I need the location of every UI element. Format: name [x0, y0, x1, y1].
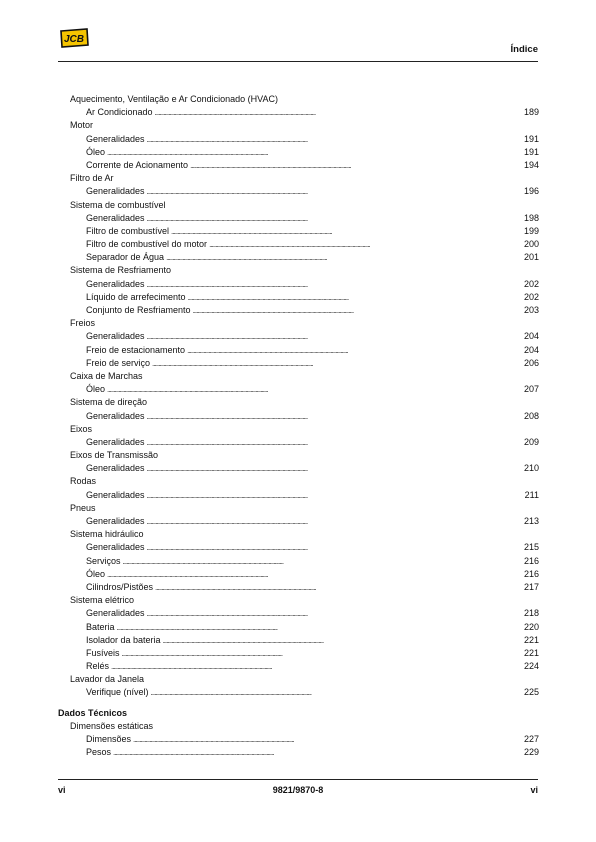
dot-leader	[147, 212, 520, 225]
footer-doc-number: 9821/9870-8	[272, 785, 324, 795]
toc-entry-label: Generalidades	[86, 331, 145, 342]
dot-leader	[147, 330, 520, 343]
toc-entry-label: Generalidades	[86, 410, 145, 421]
toc-page-number: 224	[523, 661, 539, 672]
toc-page-number: 216	[523, 568, 539, 579]
toc-entry[interactable]	[58, 304, 539, 317]
dot-leader	[107, 146, 520, 159]
toc-entry[interactable]	[58, 581, 539, 594]
toc-page-number: 204	[523, 344, 539, 355]
toc-page-number: 194	[523, 159, 539, 170]
toc-page-number: 198	[523, 212, 539, 223]
header-divider	[58, 61, 538, 62]
toc-page-number: 209	[523, 436, 539, 447]
toc-entry[interactable]	[58, 159, 539, 172]
svg-text:JCB: JCB	[63, 34, 85, 45]
toc-section: Eixos de Transmissão	[70, 450, 159, 461]
toc-entry-label: Serviços	[86, 555, 121, 566]
toc-chapter: Dados Técnicos	[58, 707, 128, 718]
dot-leader	[171, 225, 520, 238]
toc-entry-label: Generalidades	[86, 542, 145, 553]
footer-divider	[58, 779, 538, 780]
dot-leader	[107, 568, 520, 581]
dot-leader	[155, 581, 520, 594]
toc-entry[interactable]	[58, 746, 539, 759]
toc-page-number: 191	[523, 133, 539, 144]
toc-section: Filtro de Ar	[70, 173, 114, 184]
toc-entry-label: Conjunto de Resfriamento	[86, 305, 191, 315]
dot-leader	[166, 251, 520, 264]
dot-leader	[190, 159, 520, 172]
toc-page-number: 211	[524, 489, 539, 500]
toc-section: Sistema de Resfriamento	[70, 265, 172, 276]
toc-section: Caixa de Marchas	[70, 370, 143, 381]
toc-section: Dimensões estáticas	[70, 720, 154, 731]
toc-entry[interactable]	[58, 621, 539, 634]
toc-section: Sistema de direção	[70, 397, 148, 408]
toc-entry[interactable]	[58, 462, 539, 475]
toc-entry[interactable]	[58, 106, 539, 119]
toc-entry[interactable]	[58, 634, 539, 647]
toc-section: Sistema hidráulico	[70, 529, 144, 540]
toc-entry[interactable]	[58, 357, 539, 370]
toc-entry[interactable]	[58, 660, 539, 673]
footer-page-right: vi	[530, 785, 538, 795]
toc-entry-label: Generalidades	[86, 278, 145, 289]
toc-page-number: 218	[523, 608, 539, 619]
dot-leader	[107, 383, 520, 396]
toc-page-number: 225	[523, 687, 539, 698]
toc-entry[interactable]	[58, 489, 539, 502]
toc-page-number: 189	[523, 107, 539, 118]
toc-entry[interactable]	[58, 185, 539, 198]
toc-page-number: 202	[523, 278, 539, 289]
dot-leader	[152, 357, 520, 370]
toc-entry-label: Generalidades	[86, 133, 145, 144]
dot-leader	[147, 541, 520, 554]
toc-page-number: 200	[523, 239, 539, 250]
toc-entry-label: Fusíveis	[86, 647, 120, 658]
dot-leader	[111, 660, 520, 673]
toc-entry-label: Óleo	[86, 384, 106, 395]
toc-section: Rodas	[70, 476, 97, 487]
toc-entry[interactable]	[58, 291, 539, 304]
toc-entry[interactable]	[58, 555, 539, 568]
toc-section: Eixos	[70, 423, 93, 434]
toc-page-number: 201	[523, 252, 539, 263]
dot-leader	[147, 133, 520, 146]
toc-entry[interactable]	[58, 607, 539, 620]
page-header-title: Índice	[510, 44, 538, 55]
toc-entry-label: Relés	[86, 661, 110, 672]
toc-page-number: 207	[523, 384, 539, 395]
toc-page-number: 217	[523, 581, 539, 592]
dot-leader	[123, 555, 520, 568]
toc-page-number: 213	[523, 516, 539, 526]
toc-entry[interactable]	[58, 133, 539, 146]
toc-page-number: 196	[523, 186, 539, 197]
toc-entry-label: Bateria	[86, 621, 115, 632]
toc-entry-label: Óleo	[86, 146, 106, 157]
toc-entry[interactable]	[58, 146, 539, 159]
toc-page-number: 202	[523, 291, 539, 302]
toc-entry-label: Freio de estacionamento	[86, 344, 186, 355]
toc-entry[interactable]	[58, 278, 539, 291]
toc-entry-label: Generalidades	[86, 489, 145, 500]
toc-page-number: 204	[523, 331, 539, 342]
toc-entry-label: Verifique (nível)	[86, 687, 149, 698]
toc-section: Sistema elétrico	[70, 595, 135, 606]
dot-leader	[187, 344, 520, 357]
toc-section: Pneus	[70, 502, 96, 513]
dot-leader	[193, 304, 520, 317]
toc-entry[interactable]	[58, 686, 539, 699]
toc-page-number: 208	[523, 410, 539, 421]
toc-section: Lavador da Janela	[70, 674, 145, 685]
dot-leader	[151, 686, 520, 699]
dot-leader	[147, 185, 520, 198]
dot-leader	[147, 515, 520, 528]
dot-leader	[147, 436, 520, 449]
dot-leader	[147, 278, 520, 291]
toc-entry-label: Generalidades	[86, 186, 145, 197]
dot-leader	[147, 489, 521, 502]
dot-leader	[117, 621, 520, 634]
toc-page-number: 221	[523, 647, 539, 658]
footer-page-left: vi	[58, 785, 66, 795]
toc-page-number: 203	[523, 305, 539, 315]
toc-entry-label: Filtro de combustível	[86, 225, 170, 236]
jcb-logo	[58, 28, 90, 48]
toc-entry[interactable]	[58, 344, 539, 357]
toc-section: Motor	[70, 120, 94, 131]
toc-entry-label: Generalidades	[86, 212, 145, 223]
toc-entry[interactable]	[58, 238, 539, 251]
toc-entry[interactable]	[58, 410, 539, 423]
dot-leader	[133, 733, 520, 746]
dot-leader	[147, 607, 520, 620]
dot-leader	[147, 462, 520, 475]
dot-leader	[188, 291, 520, 304]
toc-page-number: 191	[523, 146, 539, 157]
toc-entry-label: Corrente de Acionamento	[86, 159, 189, 170]
toc-entry-label: Filtro de combustível do motor	[86, 239, 208, 250]
toc-entry-label: Isolador da bateria	[86, 634, 161, 645]
toc-entry-label: Óleo	[86, 568, 106, 579]
toc-entry-label: Separador de Água	[86, 252, 165, 263]
toc-entry[interactable]	[58, 647, 539, 660]
dot-leader	[155, 106, 520, 119]
dot-leader	[113, 746, 520, 759]
toc-entry-label: Dimensões	[86, 734, 132, 744]
dot-leader	[163, 634, 520, 647]
toc-entry-label: Pesos	[86, 747, 112, 758]
toc-entry[interactable]	[58, 212, 539, 225]
toc-entry-label: Ar Condicionado	[86, 107, 153, 118]
toc-page-number: 220	[523, 621, 539, 632]
dot-leader	[147, 410, 520, 423]
dot-leader	[209, 238, 520, 251]
toc-entry[interactable]	[58, 515, 539, 528]
toc-page-number: 227	[523, 734, 539, 744]
toc-entry-label: Freio de serviço	[86, 357, 151, 368]
toc-entry-label: Generalidades	[86, 516, 145, 526]
toc-page-number: 216	[523, 555, 539, 566]
toc-page-number: 221	[523, 634, 539, 645]
toc-entry[interactable]	[58, 436, 539, 449]
toc-section: Aquecimento, Ventilação e Ar Condicionado (HVAC)	[70, 94, 278, 104]
toc-page-number: 210	[523, 463, 539, 474]
toc-section: Sistema de combustível	[70, 199, 166, 210]
toc-entry[interactable]	[58, 330, 539, 343]
toc-entry[interactable]	[58, 568, 539, 581]
toc-page-number: 206	[523, 357, 539, 368]
toc-entry-label: Generalidades	[86, 436, 145, 447]
toc-entry[interactable]	[58, 225, 539, 238]
toc-entry[interactable]	[58, 541, 539, 554]
table-of-contents	[58, 93, 539, 759]
toc-entry-label: Líquido de arrefecimento	[86, 291, 186, 302]
toc-entry[interactable]	[58, 383, 539, 396]
toc-entry-label: Generalidades	[86, 608, 145, 619]
toc-page-number: 229	[523, 747, 539, 758]
toc-entry[interactable]	[58, 251, 539, 264]
toc-entry[interactable]	[58, 733, 539, 746]
toc-entry-label: Cilindros/Pistões	[86, 581, 154, 592]
toc-section: Freios	[70, 318, 96, 329]
toc-page-number: 199	[523, 225, 539, 236]
dot-leader	[122, 647, 520, 660]
toc-entry-label: Generalidades	[86, 463, 145, 474]
toc-page-number: 215	[523, 542, 539, 553]
